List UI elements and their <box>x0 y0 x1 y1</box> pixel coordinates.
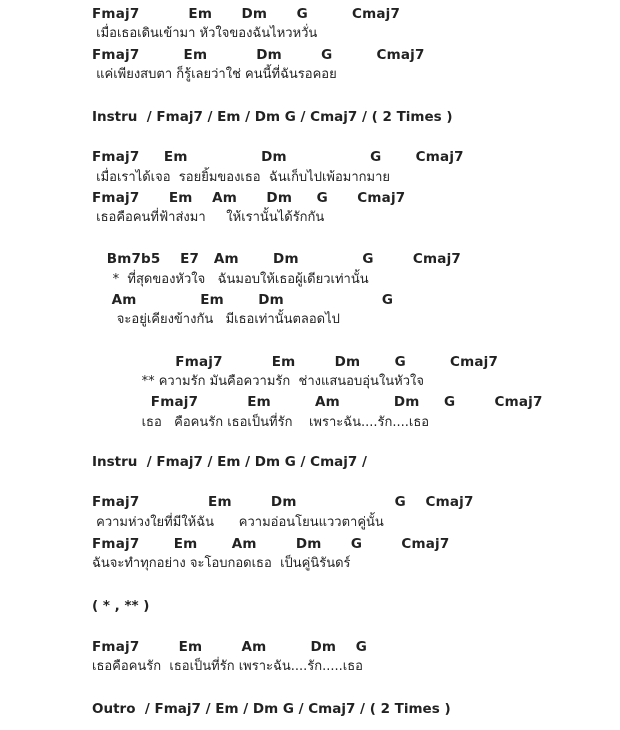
lyric-line: เธอคือคนที่ฟ้าส่งมา ให้เรานั้นได้รักกัน <box>92 210 325 225</box>
lyric-line: * ที่สุดของหัวใจ ฉันมอบให้เธอผู้เดียวเท่านั้น <box>92 272 369 287</box>
lyric-line: เมื่อเราได้เจอ รอยยิ้มของเธอ ฉันเก็บไปเพ้อมากมาย <box>92 170 391 185</box>
chord-line: Fmaj7 Em Dm G Cmaj7 <box>92 149 464 165</box>
lyric-line: เธอ คือคนรัก เธอเป็นที่รัก เพราะฉัน....รัก....เธอ <box>92 415 430 430</box>
lyric-line: แค่เพียงสบตา ก็รู้เลยว่าใช่ คนนี้ที่ฉันรอคอย <box>92 67 337 82</box>
section-line: Outro / Fmaj7 / Em / Dm G / Cmaj7 / ( 2 Times ) <box>92 701 451 717</box>
chord-line: Bm7b5 E7 Am Dm G Cmaj7 <box>92 251 461 267</box>
lyric-line: ฉันจะทำทุกอย่าง จะโอบกอดเธอ เป็นคู่นิรันดร์ <box>92 556 351 571</box>
chord-line: Fmaj7 Em Dm G Cmaj7 <box>92 6 401 22</box>
chord-line: Fmaj7 Em Am Dm G <box>92 639 368 655</box>
section-line: Instru / Fmaj7 / Em / Dm G / Cmaj7 / ( 2 Times ) <box>92 109 453 125</box>
lyric-line: ความห่วงใยที่มีให้ฉัน ความอ่อนโยนแววตาคู่นั้น <box>92 515 384 530</box>
lyric-line: เธอคือคนรัก เธอเป็นที่รัก เพราะฉัน....รัก.....เธอ <box>92 659 363 674</box>
chord-line: Fmaj7 Em Dm G Cmaj7 <box>92 494 474 510</box>
chord-line: Fmaj7 Em Am Dm G Cmaj7 <box>92 536 450 552</box>
section-line: ( * , ** ) <box>92 598 150 614</box>
lyric-line: จะอยู่เคียงข้างกัน มีเธอเท่านั้นตลอดไป <box>92 312 340 327</box>
lyric-line: เมื่อเธอเดินเข้ามา หัวใจของฉันไหวหวั่น <box>92 26 318 41</box>
section-line: Instru / Fmaj7 / Em / Dm G / Cmaj7 / <box>92 454 367 470</box>
lyric-line: ** ความรัก มันคือความรัก ช่างแสนอบอุ่นในหัวใจ <box>92 374 425 389</box>
chord-line: Fmaj7 Em Dm G Cmaj7 <box>92 354 499 370</box>
chord-line: Fmaj7 Em Am Dm G Cmaj7 <box>92 190 406 206</box>
chord-line: Fmaj7 Em Am Dm G Cmaj7 <box>92 394 543 410</box>
chord-line: Am Em Dm G <box>92 292 394 308</box>
chord-line: Fmaj7 Em Dm G Cmaj7 <box>92 47 425 63</box>
